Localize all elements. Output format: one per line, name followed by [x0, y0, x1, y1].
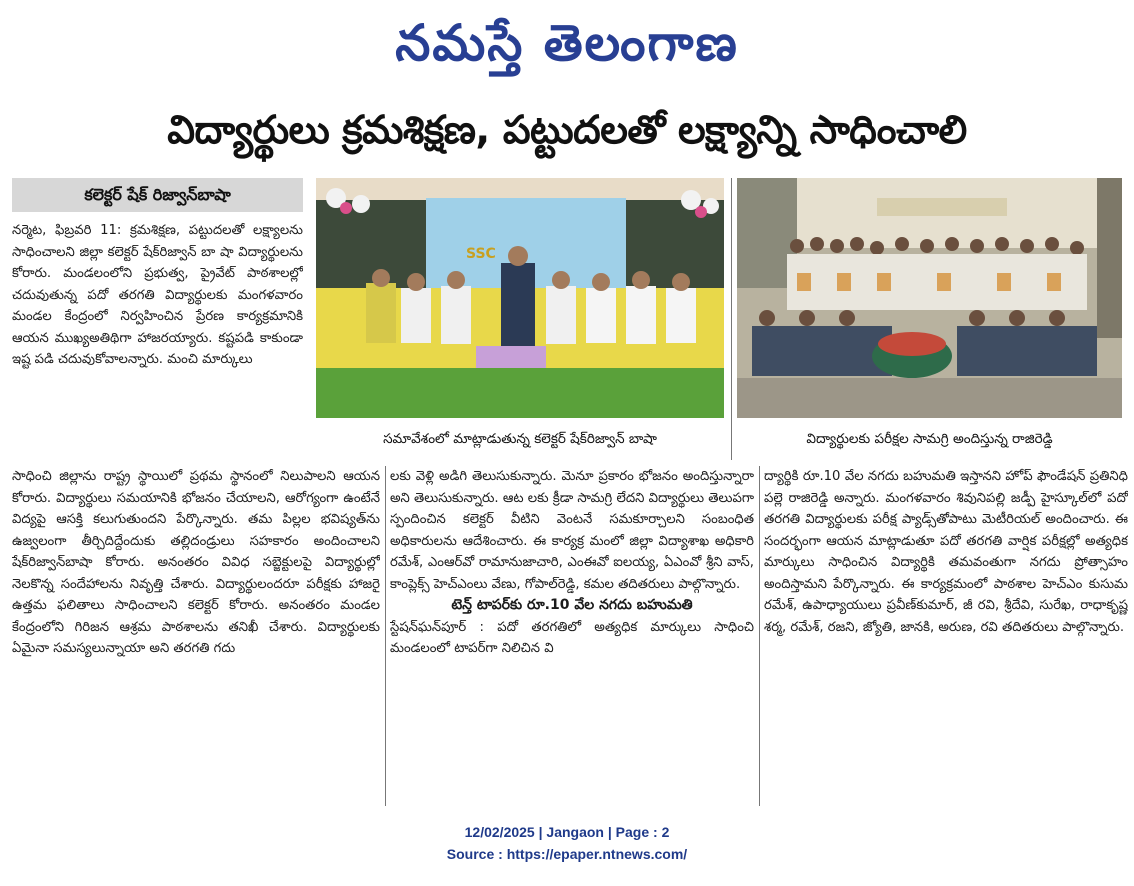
byline: కలెక్టర్ షేక్ రిజ్వాన్‌బాషా — [12, 178, 303, 212]
photo1-caption: సమావేశంలో మాట్లాడుతున్న కలెక్టర్ షేక్‌రిజ్వాన్ బాషా — [383, 431, 657, 447]
masthead: నమస్తే తెలంగాణ — [395, 14, 739, 72]
article-column-b — [390, 466, 754, 806]
photo2-caption: విద్యార్థులకు పరీక్షల సామగ్రి అందిస్తున్న రాజిరెడ్డి — [806, 431, 1053, 447]
column-divider — [385, 466, 386, 806]
article-column-a-top — [12, 220, 303, 466]
headline: విద్యార్థులు క్రమశిక్షణ, పట్టుదలతో లక్ష్యాన్ని సాధించాలి — [167, 108, 967, 153]
article-paragraph: లకు వెళ్లి అడిగి తెలుసుకున్నారు. మెనూ ప్రకారం భోజనం అందిస్తున్నారా అని తెలుసుకున్నారు. ఆట లకు క్రీడా సామగ్రి లేదని విద్యార్థులు తెలుపగా స్పందించిన కలెక్టర్ వీటిని వెంటనే సమకూర్చాలని సంబంధిత అధికారులను ఆదేశించారు. ఈ కార్యక్ర మంలో జిల్లా విద్యాశాఖ అధికారి రమేశ్, ఎంఆర్‌వో రామానుజాచారి, ఎంఈవో ఐలయ్య, ఏఎంవో శ్రీని వాస్, కాంప్లెక్స్ హెచ్‌ఎంలు వేణు, గోపాల్‌రెడ్డి, కమల తదితరులు పాల్గొన్నారు. — [390, 469, 754, 592]
article-paragraph: సాధించి జిల్లాను రాష్ట్ర స్థాయిలో ప్రథమ స్థానంలో నిలుపాలని ఆయన కోరారు. విద్యార్థులు సమయానికి భోజనం చేయాలని, ఆరోగ్యంగా ఉంటేనే విద్యపై ఆసక్తి కలుగుతుందని పేర్కొన్నారు. తమ పిల్లల భవిష్యత్‌ను ఉజ్వలంగా తీర్చిదిద్దేందుకు తల్లిదండ్రులు సహకారం అందించాలని షేక్‌రిజ్వాన్‌బాషా కోరారు. అనంతరం వివిధ సబ్జెక్టులపై విద్యార్థుల్లో నెలకొన్న సందేహాలను నివృత్తి చేశారు. విద్యార్థులందరూ పరీక్షకు హాజరై ఉత్తమ ఫలితాలు సాధించాలని కలెక్టర్ కోరారు. అనంతరం మండల కేంద్రంలోని గిరిజన ఆశ్రమ పాఠశాలను తనిఖీ చేశారు. విద్యార్థులకు ఏమైనా సమస్యలున్నాయా అని తరగతి గదు — [12, 469, 380, 656]
photo-collector-speaking-image — [316, 178, 724, 418]
article-column-a-bottom — [12, 466, 380, 806]
subheading: టెన్త్ టాపర్‌కు రూ.10 వేల నగదు బహుమతి — [451, 597, 693, 613]
banner-ssc-text: SSC — [466, 246, 496, 262]
article-paragraph: స్టేషన్‌ఘన్‌పూర్ : పదో తరగతిలో అత్యధిక మార్కులు సాధించి మండలంలో టాపర్‌గా నిలిచిన వి — [390, 619, 754, 656]
article-paragraph: ద్యార్థికి రూ.10 వేల నగదు బహుమతి ఇస్తానని హోప్ ఫౌండేషన్ ప్రతినిధి పల్లె రాజిరెడ్డి అన్నారు. మంగళవారం శివునిపల్లి జడ్పీ హైస్కూల్‌లో పదో తరగతి విద్యార్థులకు పరీక్ష ప్యాడ్స్‌తోపాటు మెటీరియల్ అందించారు. ఈ సందర్భంగా ఆయన మాట్లాడుతూ పదో తరగతి వార్షిక పరీక్షల్లో అత్యధిక మార్కులు సాధించిన విద్యార్థికి తమవంతుగా నగదు ప్రోత్సాహం అందిస్తామని పేర్కొన్నారు. ఈ కార్యక్రమంలో పాఠశాల హెచ్‌ఎం కుసుమ రమేశ్, ఉపాధ్యాయులు ప్రవీణ్‌కుమార్, జీ రవి, శ్రీదేవి, సురేఖ, రాధాకృష్ణ శర్మ, రమేశ్, రజని, జ్యోతి, జానకి, అరుణ, రవి తదితరులు పాల్గొన్నారు. — [764, 469, 1128, 635]
photo-students-materials-image — [737, 178, 1122, 418]
footer-date-edition: 12/02/2025 | Jangaon | Page : 2 — [464, 824, 670, 840]
footer-source: Source : https://epaper.ntnews.com/ — [446, 846, 688, 862]
column-divider — [731, 178, 732, 460]
photo-students-materials — [737, 178, 1122, 418]
article-column-c — [764, 466, 1128, 806]
column-divider — [759, 466, 760, 806]
article-paragraph: నర్మెట, ఫిబ్రవరి 11: క్రమశిక్షణ, పట్టుదలతో లక్ష్యాలను సాధించాలని జిల్లా కలెక్టర్ షేక్‌రిజ్వాన్ బా షా విద్యార్థులను కోరారు. మండలంలోని ప్రభుత్వ, ప్రైవేట్ పాఠశాలల్లో చదువుతున్న పదో తరగతి విద్యార్థులకు మంగళవారం మండల కేంద్రంలో నిర్వహించిన ప్రేరణ కార్యక్రమానికి ఆయన ముఖ్యఅతిథిగా హాజరయ్యారు. కష్టపడి కాకుండా ఇష్ట పడి చదువుకోవాలన్నారు. మంచి మార్కులు — [12, 223, 303, 367]
photo-collector-speaking — [316, 178, 724, 418]
